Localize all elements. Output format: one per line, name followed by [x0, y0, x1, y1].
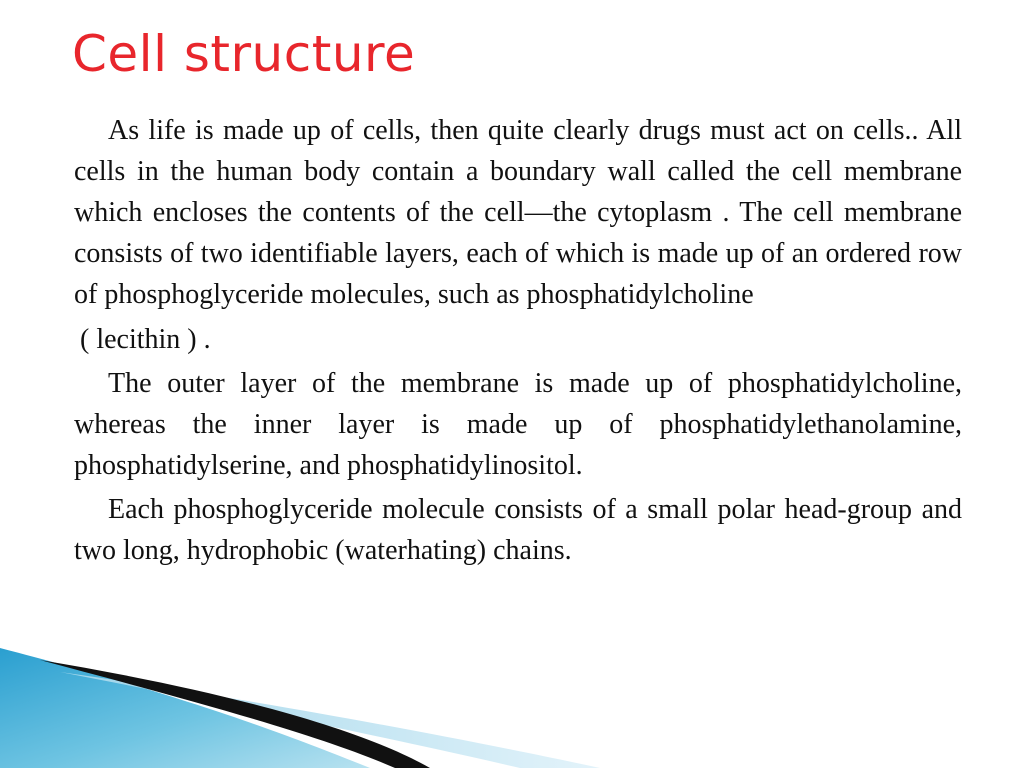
slide-title: Cell structure	[72, 25, 416, 83]
paragraph-3: Each phosphoglyceride molecule consists of a small polar head-group and two long, hydrophobic (waterhating) chains.	[74, 494, 962, 566]
paragraph-1: As life is made up of cells, then quite clearly drugs must act on cells.. All cells in the human body contain a boundary wall called the cell membrane which encloses the contents of the cell—the cytoplasm . The cell membrane consists of two identifiable layers, each of which is made up of an ordered row of phosphoglyceride molecules, such as phosphatidylcholine	[74, 115, 962, 310]
paragraph-lecithin-note: ( lecithin ) .	[80, 324, 211, 355]
blue-wedge-shape	[0, 648, 370, 768]
black-stripe-shape	[40, 660, 430, 768]
light-wedge-shape	[60, 672, 600, 768]
paragraph-2: The outer layer of the membrane is made up of phosphatidylcholine, whereas the inner layer is made up of phosphatidylethanolamine, phosphatidylserine, and phosphatidylinositol.	[74, 368, 962, 481]
slide-body	[74, 110, 962, 571]
